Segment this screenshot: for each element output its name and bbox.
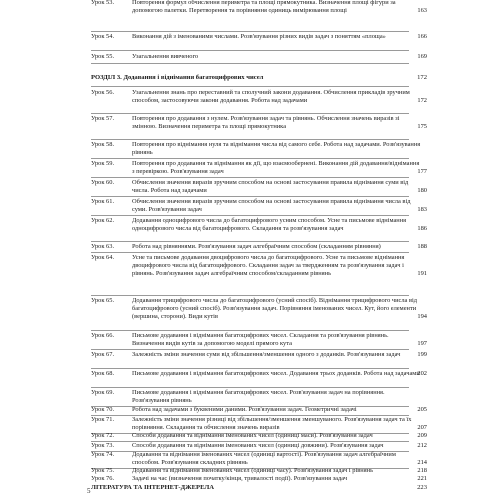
toc-entry [91, 53, 427, 61]
toc-entry [91, 115, 427, 131]
page-ref: 177 [417, 168, 427, 176]
divider [91, 196, 409, 197]
lesson-title: Узагальнення вивченого [132, 53, 199, 60]
page-ref: 202 [417, 370, 427, 377]
lesson-title: Додавання та віднімання іменованих чисел (одиниці часу). Розв'язування задач і рівнянь [132, 467, 373, 474]
lesson-title: Способи додавання та віднімання іменованих чисел (одиниці маси). Розв'язування задач [132, 432, 373, 439]
divider [91, 215, 409, 216]
toc-entry [91, 0, 427, 15]
page-ref: 199 [417, 351, 427, 358]
toc-entry [91, 141, 421, 157]
lesson-number: Урок 64. [91, 254, 115, 261]
toc-entry [91, 451, 427, 467]
lesson-number: Урок 70. [91, 406, 115, 413]
divider [91, 177, 409, 178]
toc-entry [91, 389, 421, 405]
lesson-title: Додавання та віднімання іменованих чисел (одиниці вартості). Розв'язування задач алгебраїчним способом. Розв'язування складних рівнянь [132, 451, 396, 467]
lesson-number: Урок 57. [91, 115, 115, 122]
toc-entry [91, 370, 427, 378]
page-ref: 221 [417, 475, 427, 482]
divider [91, 139, 409, 140]
toc-entry [91, 332, 427, 348]
lesson-number: Урок 65. [91, 297, 115, 304]
lesson-number: Урок 66. [91, 332, 115, 339]
lesson-number: Урок 76. [91, 475, 115, 482]
section-title: ЛІТЕРАТУРА ТА ІНТЕРНЕТ-ДЖЕРЕЛА [91, 484, 215, 491]
page-number: 5 [87, 487, 91, 495]
page-ref: 172 [417, 74, 427, 81]
lesson-title: Виконання дій з іменованими числами. Розв'язування різних видів задач з поняттям «площа» [132, 33, 386, 40]
page-ref: 188 [417, 243, 427, 250]
page-ref: 180 [417, 187, 427, 195]
toc-entry [91, 297, 427, 321]
lesson-title: Обчислення значення виразів зручним способом на основі застосування правила віднімання суми від числа. Робота над задачами [132, 179, 409, 195]
divider [91, 330, 409, 331]
page-ref: 197 [417, 340, 427, 348]
lesson-number: Урок 62. [91, 217, 115, 224]
lesson-title: Додавання трицифрового числа до багатоцифрового (усний спосіб). Віднімання трицифрового числа від багатоцифрового (усний спосіб). Розв'язування задач. Порівняння іменованих чисел. Кут, його елементи (вершина, сторони). Види кутів [132, 297, 418, 321]
divider [91, 349, 409, 350]
divider [91, 86, 409, 87]
section-heading [91, 74, 427, 81]
lesson-title: Робота над рівняннями. Розв'язування задач алгебраїчним способом (складанням рівняння) [132, 243, 381, 250]
lesson-title: Повторення про додавання та віднімання як дії, що взаємообернені. Виконання дій додавання/віднімання з перевіркою. Розв'язування задач [132, 160, 420, 176]
page-ref: 214 [417, 459, 427, 467]
lesson-title: Узагальнення знань про переставний та сполучний закони додавання. Обчислення прикладів зручним способом, застосовуючи закони додавання. Робота над задачами [132, 89, 410, 105]
page-ref: 183 [417, 206, 427, 214]
lesson-number: Урок 68. [91, 370, 115, 377]
page-ref: 175 [417, 123, 427, 131]
divider [91, 63, 409, 64]
divider [91, 158, 409, 159]
page-ref: 209 [417, 432, 427, 439]
lesson-title: Письмове додавання і віднімання багатоцифрових чисел. Складання та розв'язування рівнянь. Визначення видів кутів за допомогою моделі прямого кута [132, 332, 389, 348]
lesson-number: Урок 73. [91, 442, 115, 449]
page-ref: 212 [417, 442, 427, 449]
lesson-number: Урок 67. [91, 351, 115, 358]
divider [91, 50, 409, 51]
toc-entry [91, 179, 427, 195]
lesson-number: Урок 63. [91, 243, 115, 250]
divider [91, 252, 409, 253]
page-ref: 163 [417, 7, 427, 15]
toc-entry [91, 160, 427, 176]
divider [91, 387, 409, 388]
page-ref: 186 [417, 225, 427, 233]
lesson-title: Залежність зміни значення різниці від збільшення/зменшення зменшуваного. Розв'язування задач та їх порівняння. Складання та обчислення значень виразів [132, 416, 412, 432]
lesson-number: Урок 61. [91, 198, 115, 205]
page-ref: 169 [417, 53, 427, 60]
toc-entry [91, 351, 427, 359]
page-ref: 194 [417, 313, 427, 321]
toc-entry [91, 243, 427, 251]
page-ref: 166 [417, 33, 427, 40]
toc-entry [91, 254, 427, 278]
toc-entry [91, 442, 427, 450]
lesson-title: Повторення про віднімання нуля та віднімання числа від самого себе. Робота над задачами. Розв'язування рівнянь [132, 141, 421, 157]
lesson-title: Повторення формул обчислення периметра та площі прямокутника. Визначення площі фігури за допомогою палетки. Перетворення та порівняння одиниць вимірювання площі [132, 0, 396, 15]
lesson-title: Письмове додавання і віднімання багатоцифрових чисел. Додавання трьох доданків. Робота над задачами [132, 370, 420, 377]
lesson-title: Залежність зміни значення суми від збільшення/зменшення одного з доданків. Розв'язування задач [132, 351, 401, 358]
lesson-title: Письмове додавання і віднімання багатоцифрових чисел. Розв'язування задач на порівняння. Розв'язування рівнянь [132, 389, 385, 405]
toc-entry [91, 467, 427, 475]
divider [91, 241, 409, 242]
lesson-number: Урок 53. [91, 0, 115, 6]
lesson-number: Урок 56. [91, 89, 115, 96]
lesson-number: Урок 58. [91, 141, 115, 148]
toc-entry [91, 432, 427, 440]
lesson-title: Робота над задачами з буквеними даними. Розв'язування задач. Геометричні задачі [132, 406, 357, 413]
page-ref: 218 [417, 467, 427, 474]
lesson-number: Урок 75. [91, 467, 115, 474]
page-ref: 223 [417, 484, 427, 491]
section-heading [91, 484, 427, 491]
lesson-title: Задачі на час (визначення початку/кінця, тривалості події). Розв'язування задач [132, 475, 348, 482]
page-ref: 191 [417, 270, 427, 278]
divider [91, 113, 409, 114]
page-ref: 205 [417, 406, 427, 413]
lesson-title: Усне та письмове додавання двоцифрового числа до багатоцифрового. Усне та письмове віднімання двоцифрового числа від багатоцифрового. Складання задач за твердженням та розв'язування задач і рівнянь. Розв'язування задач алгебраїчним способом/складанням рівнянь [132, 254, 405, 278]
lesson-number: Урок 59. [91, 160, 115, 167]
toc-entry [91, 198, 427, 214]
lesson-number: Урок 69. [91, 389, 115, 396]
divider [91, 368, 409, 369]
lesson-number: Урок 54. [91, 33, 115, 40]
lesson-number: Урок 55. [91, 53, 115, 60]
lesson-title: Обчислення значення виразів зручним способом на основі застосування правила віднімання числа від суми. Розв'язування задач [132, 198, 411, 214]
section-title: РОЗДІЛ 3. Додавання і віднімання багатоцифрових чисел [91, 74, 264, 81]
lesson-title: Повторення про додавання з нулем. Розв'язування задач та рівнянь. Обчислення значень виразів зі змінною. Визначення периметра та площі прямокутника [132, 115, 400, 131]
toc-entry [91, 416, 427, 432]
toc-entry [91, 406, 427, 414]
toc-entry [91, 33, 427, 41]
lesson-title: Способи додавання та віднімання іменованих чисел (одиниці довжини). Розв'язування задач [132, 442, 384, 449]
lesson-title: Додавання одноцифрового числа до багатоцифрового усним способом. Усне та письмове віднімання одноцифрового числа від багатоцифрового. Складання та розв'язування задач [132, 217, 407, 233]
toc-entry [91, 89, 427, 105]
lesson-number: Урок 60. [91, 179, 115, 186]
divider [91, 31, 409, 32]
lesson-number: Урок 72. [91, 432, 115, 439]
toc-entry [91, 217, 427, 233]
page-ref: 172 [417, 97, 427, 105]
lesson-number: Урок 74. [91, 451, 115, 458]
lesson-number: Урок 71. [91, 416, 115, 423]
toc-entry [91, 475, 427, 483]
divider [91, 295, 409, 296]
page-ref: 207 [417, 424, 427, 432]
